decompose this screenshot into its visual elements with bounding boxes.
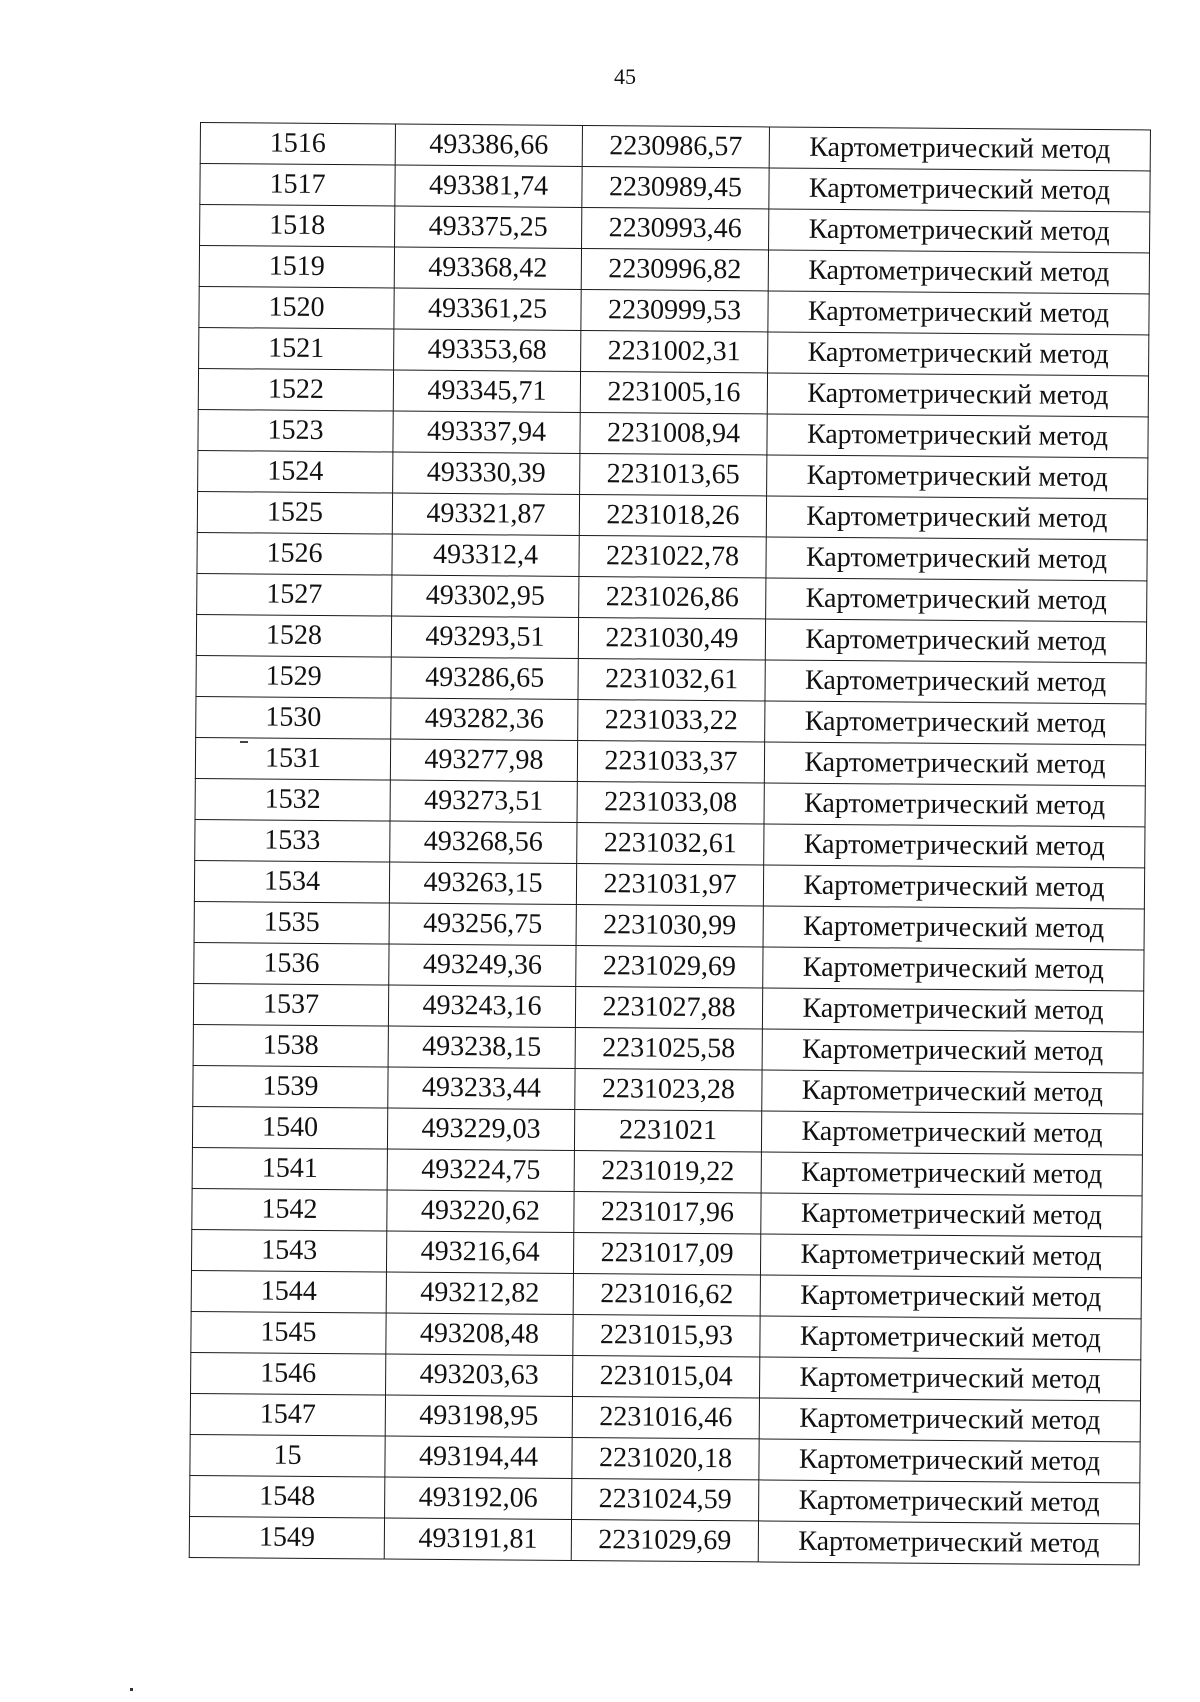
method-cell: Картометрический метод xyxy=(768,291,1149,335)
x-coordinate-cell: 493203,63 xyxy=(386,1354,573,1396)
x-coordinate-cell: 493282,36 xyxy=(391,698,578,740)
point-number-cell: 1516 xyxy=(200,123,395,166)
x-coordinate-cell: 493277,98 xyxy=(390,739,577,781)
y-coordinate-cell: 2231030,99 xyxy=(576,904,763,946)
x-coordinate-cell: 493220,62 xyxy=(387,1190,574,1232)
y-coordinate-cell: 2231022,78 xyxy=(579,535,766,577)
method-cell: Картометрический метод xyxy=(761,1152,1142,1196)
method-cell: Картометрический метод xyxy=(759,1439,1140,1483)
y-coordinate-cell: 2231030,49 xyxy=(578,617,765,659)
method-cell: Картометрический метод xyxy=(769,209,1150,253)
point-number-cell: 1530 xyxy=(196,696,391,739)
table-row xyxy=(189,1516,1139,1564)
y-coordinate-cell: 2231016,46 xyxy=(572,1396,759,1438)
point-number-cell: 1531 xyxy=(195,737,390,780)
method-cell: Картометрический метод xyxy=(763,906,1144,950)
method-cell: Картометрический метод xyxy=(764,742,1145,786)
point-number-cell: 1543 xyxy=(191,1229,386,1272)
y-coordinate-cell: 2231013,65 xyxy=(580,453,767,495)
x-coordinate-cell: 493330,39 xyxy=(393,452,580,494)
x-coordinate-cell: 493249,36 xyxy=(389,944,576,986)
y-coordinate-cell: 2231020,18 xyxy=(572,1437,759,1479)
x-coordinate-cell: 493353,68 xyxy=(394,329,581,371)
y-coordinate-cell: 2231015,93 xyxy=(573,1314,760,1356)
method-cell: Картометрический метод xyxy=(760,1275,1141,1319)
point-number-cell: 1540 xyxy=(192,1106,387,1149)
x-coordinate-cell: 493224,75 xyxy=(387,1149,574,1191)
method-cell: Картометрический метод xyxy=(768,250,1149,294)
point-number-cell: 1534 xyxy=(194,860,389,903)
y-coordinate-cell: 2230999,53 xyxy=(581,289,768,331)
y-coordinate-cell: 2230996,82 xyxy=(581,249,768,291)
point-number-cell: 1517 xyxy=(200,164,395,207)
method-cell: Картометрический метод xyxy=(760,1234,1141,1278)
method-cell: Картометрический метод xyxy=(766,537,1147,581)
x-coordinate-cell: 493212,82 xyxy=(386,1272,573,1314)
method-cell: Картометрический метод xyxy=(765,619,1146,663)
method-cell: Картометрический метод xyxy=(769,168,1150,212)
method-cell: Картометрический метод xyxy=(762,1070,1143,1114)
x-coordinate-cell: 493381,74 xyxy=(395,165,582,207)
point-number-cell: 1529 xyxy=(196,655,391,698)
x-coordinate-cell: 493229,03 xyxy=(387,1108,574,1150)
x-coordinate-cell: 493238,15 xyxy=(388,1026,575,1068)
y-coordinate-cell: 2231029,69 xyxy=(571,1519,758,1561)
x-coordinate-cell: 493243,16 xyxy=(388,985,575,1027)
point-number-cell: 1549 xyxy=(189,1516,384,1559)
y-coordinate-cell: 2231029,69 xyxy=(576,945,763,987)
x-coordinate-cell: 493273,51 xyxy=(390,780,577,822)
point-number-cell: 1526 xyxy=(197,532,392,575)
y-coordinate-cell: 2231017,09 xyxy=(573,1232,760,1274)
point-number-cell: 1546 xyxy=(191,1352,386,1395)
page-number: 45 xyxy=(614,64,636,89)
point-number-cell: 1524 xyxy=(198,450,393,493)
y-coordinate-cell: 2231033,37 xyxy=(577,740,764,782)
y-coordinate-cell: 2231027,88 xyxy=(575,986,762,1028)
point-number-cell: 1518 xyxy=(200,205,395,248)
method-cell: Картометрический метод xyxy=(763,947,1144,991)
method-cell: Картометрический метод xyxy=(767,414,1148,458)
point-number-cell: 1532 xyxy=(195,778,390,821)
x-coordinate-cell: 493256,75 xyxy=(389,903,576,945)
method-cell: Картометрический метод xyxy=(760,1316,1141,1360)
y-coordinate-cell: 2231017,96 xyxy=(574,1191,761,1233)
x-coordinate-cell: 493216,64 xyxy=(386,1231,573,1273)
x-coordinate-cell: 493321,87 xyxy=(392,493,579,535)
point-number-cell: 1528 xyxy=(196,614,391,657)
point-number-cell: 1538 xyxy=(193,1024,388,1067)
method-cell: Картометрический метод xyxy=(768,332,1149,376)
method-cell: Картометрический метод xyxy=(765,660,1146,704)
x-coordinate-cell: 493208,48 xyxy=(386,1313,573,1355)
point-number-cell: 1545 xyxy=(191,1311,386,1354)
x-coordinate-cell: 493361,25 xyxy=(394,288,581,330)
point-number-cell: 1522 xyxy=(198,368,393,411)
y-coordinate-cell: 2230986,57 xyxy=(582,126,769,168)
x-coordinate-cell: 493286,65 xyxy=(391,657,578,699)
x-coordinate-cell: 493302,95 xyxy=(392,575,579,617)
x-coordinate-cell: 493198,95 xyxy=(385,1395,572,1437)
point-number-cell: 1533 xyxy=(195,819,390,862)
point-number-cell: 1520 xyxy=(199,286,394,329)
x-coordinate-cell: 493268,56 xyxy=(390,821,577,863)
method-cell: Картометрический метод xyxy=(762,988,1143,1032)
point-number-cell: 1519 xyxy=(199,246,394,289)
method-cell: Картометрический метод xyxy=(759,1398,1140,1442)
x-coordinate-cell: 493368,42 xyxy=(394,247,581,289)
method-cell: Картометрический метод xyxy=(767,373,1148,417)
method-cell: Картометрический метод xyxy=(764,824,1145,868)
method-cell: Картометрический метод xyxy=(769,127,1150,171)
stray-dot-mark xyxy=(130,1688,133,1691)
point-number-cell: 1547 xyxy=(190,1393,385,1436)
method-cell: Картометрический метод xyxy=(762,1029,1143,1073)
y-coordinate-cell: 2231018,26 xyxy=(579,494,766,536)
y-coordinate-cell: 2231033,22 xyxy=(578,699,765,741)
x-coordinate-cell: 493263,15 xyxy=(389,862,576,904)
point-number-cell: 1542 xyxy=(192,1188,387,1231)
point-number-cell: 1536 xyxy=(194,942,389,985)
method-cell: Картометрический метод xyxy=(758,1521,1139,1565)
x-coordinate-cell: 493194,44 xyxy=(385,1436,572,1478)
x-coordinate-cell: 493293,51 xyxy=(391,616,578,658)
y-coordinate-cell: 2231024,59 xyxy=(572,1478,759,1520)
x-coordinate-cell: 493386,66 xyxy=(395,124,582,166)
x-coordinate-cell: 493192,06 xyxy=(385,1477,572,1519)
point-number-cell: 1544 xyxy=(191,1270,386,1313)
x-coordinate-cell: 493375,25 xyxy=(395,206,582,248)
x-coordinate-cell: 493345,71 xyxy=(393,370,580,412)
method-cell: Картометрический метод xyxy=(759,1357,1140,1401)
point-number-cell: 1539 xyxy=(193,1065,388,1108)
coordinates-table xyxy=(189,122,1151,1565)
point-number-cell: 1541 xyxy=(192,1147,387,1190)
point-number-cell: 1537 xyxy=(193,983,388,1026)
point-number-cell: 1548 xyxy=(190,1475,385,1518)
y-coordinate-cell: 2231023,28 xyxy=(575,1068,762,1110)
x-coordinate-cell: 493233,44 xyxy=(388,1067,575,1109)
y-coordinate-cell: 2230993,46 xyxy=(582,208,769,250)
y-coordinate-cell: 2231021 xyxy=(574,1109,761,1151)
y-coordinate-cell: 2231025,58 xyxy=(575,1027,762,1069)
method-cell: Картометрический метод xyxy=(765,701,1146,745)
method-cell: Картометрический метод xyxy=(759,1480,1140,1524)
point-number-cell: 1523 xyxy=(198,409,393,452)
y-coordinate-cell: 2231032,61 xyxy=(577,822,764,864)
y-coordinate-cell: 2231008,94 xyxy=(580,412,767,454)
point-number-cell: 1521 xyxy=(199,327,394,370)
method-cell: Картометрический метод xyxy=(767,455,1148,499)
y-coordinate-cell: 2231015,04 xyxy=(573,1355,760,1397)
y-coordinate-cell: 2231005,16 xyxy=(580,371,767,413)
method-cell: Картометрический метод xyxy=(766,496,1147,540)
method-cell: Картометрический метод xyxy=(763,865,1144,909)
x-coordinate-cell: 493312,4 xyxy=(392,534,579,576)
method-cell: Картометрический метод xyxy=(766,578,1147,622)
method-cell: Картометрический метод xyxy=(761,1111,1142,1155)
y-coordinate-cell: 2231032,61 xyxy=(578,658,765,700)
y-coordinate-cell: 2231019,22 xyxy=(574,1150,761,1192)
x-coordinate-cell: 493191,81 xyxy=(384,1518,571,1560)
method-cell: Картометрический метод xyxy=(764,783,1145,827)
point-number-cell: 1527 xyxy=(197,573,392,616)
method-cell: Картометрический метод xyxy=(761,1193,1142,1237)
x-coordinate-cell: 493337,94 xyxy=(393,411,580,453)
y-coordinate-cell: 2230989,45 xyxy=(582,167,769,209)
y-coordinate-cell: 2231016,62 xyxy=(573,1273,760,1315)
y-coordinate-cell: 2231031,97 xyxy=(576,863,763,905)
coordinates-table-body xyxy=(189,123,1150,1565)
y-coordinate-cell: 2231002,31 xyxy=(581,330,768,372)
point-number-cell: 15 xyxy=(190,1434,385,1477)
point-number-cell: 1525 xyxy=(197,491,392,534)
y-coordinate-cell: 2231033,08 xyxy=(577,781,764,823)
y-coordinate-cell: 2231026,86 xyxy=(579,576,766,618)
point-number-cell: 1535 xyxy=(194,901,389,944)
